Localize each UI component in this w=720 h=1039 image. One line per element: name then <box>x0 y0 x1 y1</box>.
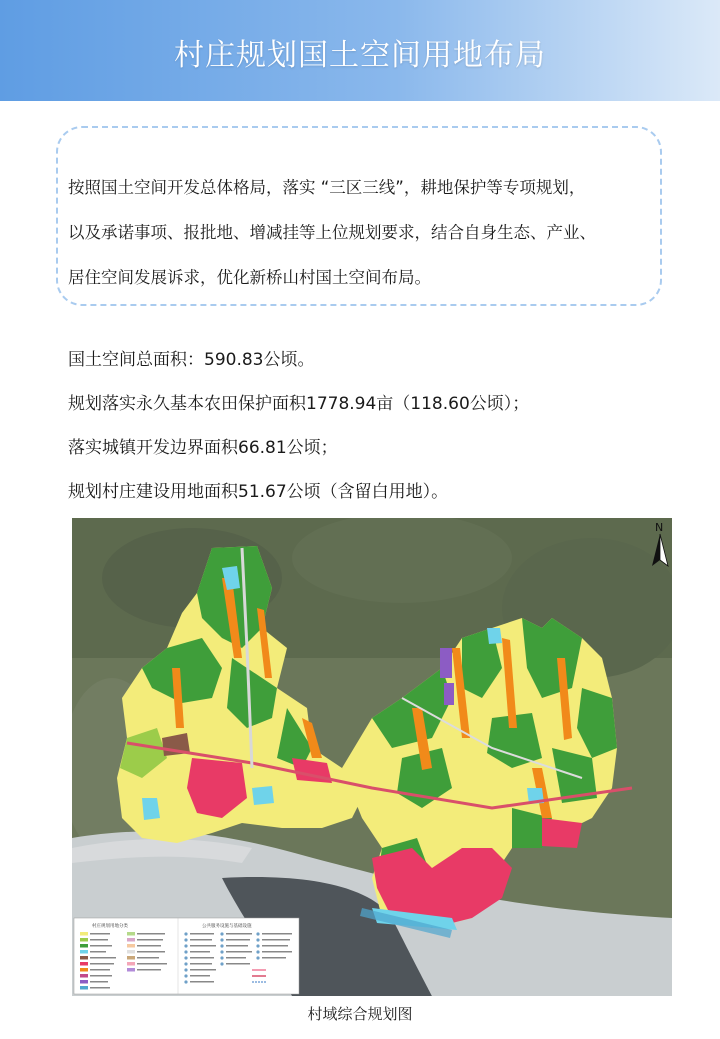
stat-urban-boundary: 落实城镇开发边界面积66.81公顷； <box>68 438 338 458</box>
stat-village-construction: 规划村庄建设用地面积51.67公顷（含留白用地）。 <box>68 482 449 502</box>
svg-text:N: N <box>655 521 664 534</box>
svg-text:村庄规划用地分类: 村庄规划用地分类 <box>92 924 128 929</box>
intro-line: 居住空间发展诉求，优化新桥山村国土空间布局。 <box>68 268 431 287</box>
map-legend <box>74 918 299 994</box>
village-plan-map <box>72 518 672 996</box>
stat-total-area: 国土空间总面积：590.83公顷。 <box>68 350 315 370</box>
stat-farmland: 规划落实永久基本农田保护面积1778.94亩（118.60公顷）； <box>68 394 530 414</box>
intro-line: 以及承诺事项、报批地、增减挂等上位规划要求，结合自身生态、产业、 <box>68 223 596 242</box>
map-caption: 村域综合规划图 <box>307 1005 413 1023</box>
intro-line: 按照国土空间开发总体格局，落实 “三区三线”，耕地保护等专项规划， <box>68 178 586 197</box>
page-title: 村庄规划国土空间用地布局 <box>174 38 546 73</box>
svg-text:公共服务设施与基础设施: 公共服务设施与基础设施 <box>202 924 252 929</box>
intro-paragraph <box>68 165 668 300</box>
map-svg <box>72 518 672 996</box>
